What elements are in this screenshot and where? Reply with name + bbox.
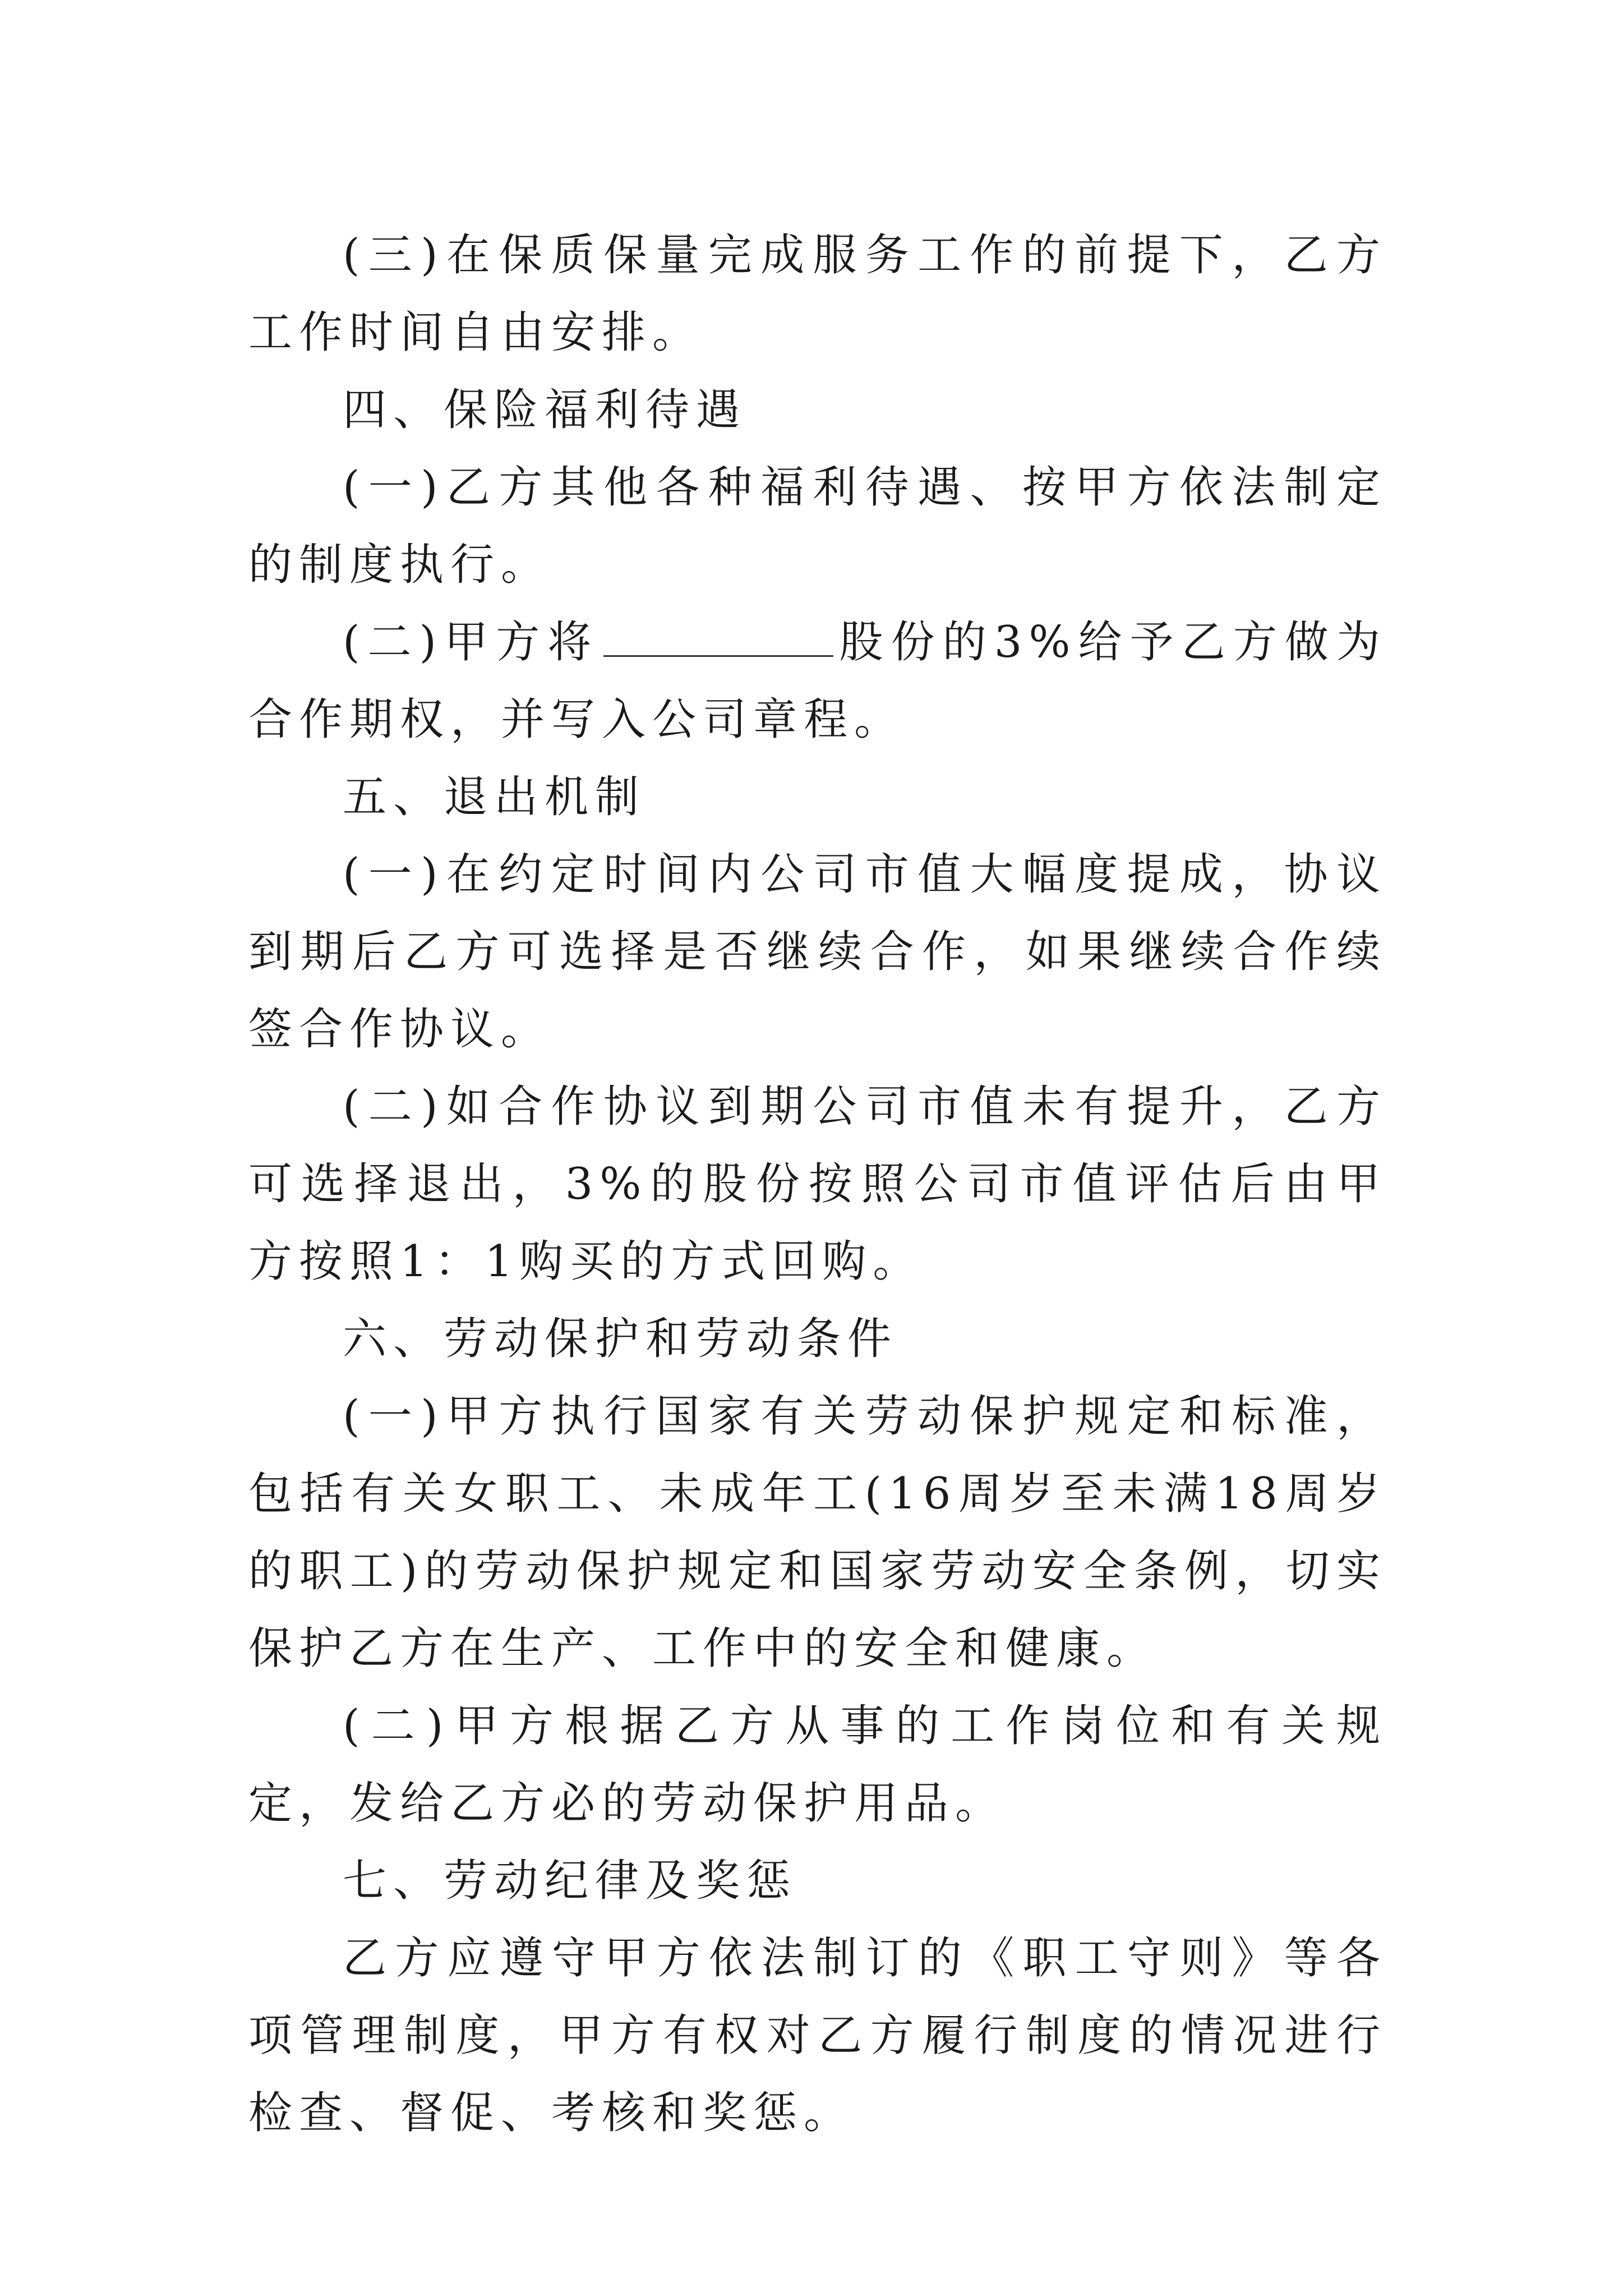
paragraph-labor-standards: (一)甲方执行国家有关劳动保护规定和标准，包括有关女职工、未成年工(16周岁至未满18周岁的职工)的劳动保护规定和国家劳动安全条例，切实保护乙方在生产、工作中的安全和健康。 [248, 1391, 1387, 1674]
paragraph-equity-option [248, 604, 1387, 758]
paragraph-protective-gear: (二)甲方根据乙方从事的工作岗位和有关规定，发给乙方必的劳动保护用品。 [248, 1701, 1387, 1829]
section-heading-insurance: 四、保险福利待遇 [343, 385, 747, 435]
equity-option-prefix: (二)甲方将 [343, 617, 600, 668]
paragraph-discipline: 乙方应遵守甲方依法制订的《职工守则》等各项管理制度，甲方有权对乙方履行制度的情况进行检查、督促、考核和奖惩。 [248, 1933, 1387, 2138]
document-body [248, 217, 1387, 2152]
section-heading-discipline: 七、劳动纪律及奖惩 [343, 1856, 797, 1906]
paragraph-work-time: (三)在保质保量完成服务工作的前提下，乙方工作时间自由安排。 [248, 230, 1387, 358]
paragraph-exit-renew: (一)在约定时间内公司市值大幅度提成，协议到期后乙方可选择是否继续合作，如果继续合作续签合作协议。 [248, 849, 1387, 1055]
paragraph-exit-buyback: (二)如合作协议到期公司市值未有提升，乙方可选择退出，3%的股份按照公司市值评估后由甲方按照1：1购买的方式回购。 [248, 1082, 1387, 1287]
paragraph-welfare: (一)乙方其他各种福利待遇、按甲方依法制定的制度执行。 [248, 462, 1387, 590]
blank-fill-line [603, 622, 833, 657]
equity-option-suffix: 股份的3%给予乙方做为合作期权，并写入公司章程。 [248, 617, 1387, 745]
section-heading-labor-protection: 六、劳动保护和劳动条件 [343, 1314, 898, 1364]
section-heading-exit: 五、退出机制 [343, 772, 646, 822]
